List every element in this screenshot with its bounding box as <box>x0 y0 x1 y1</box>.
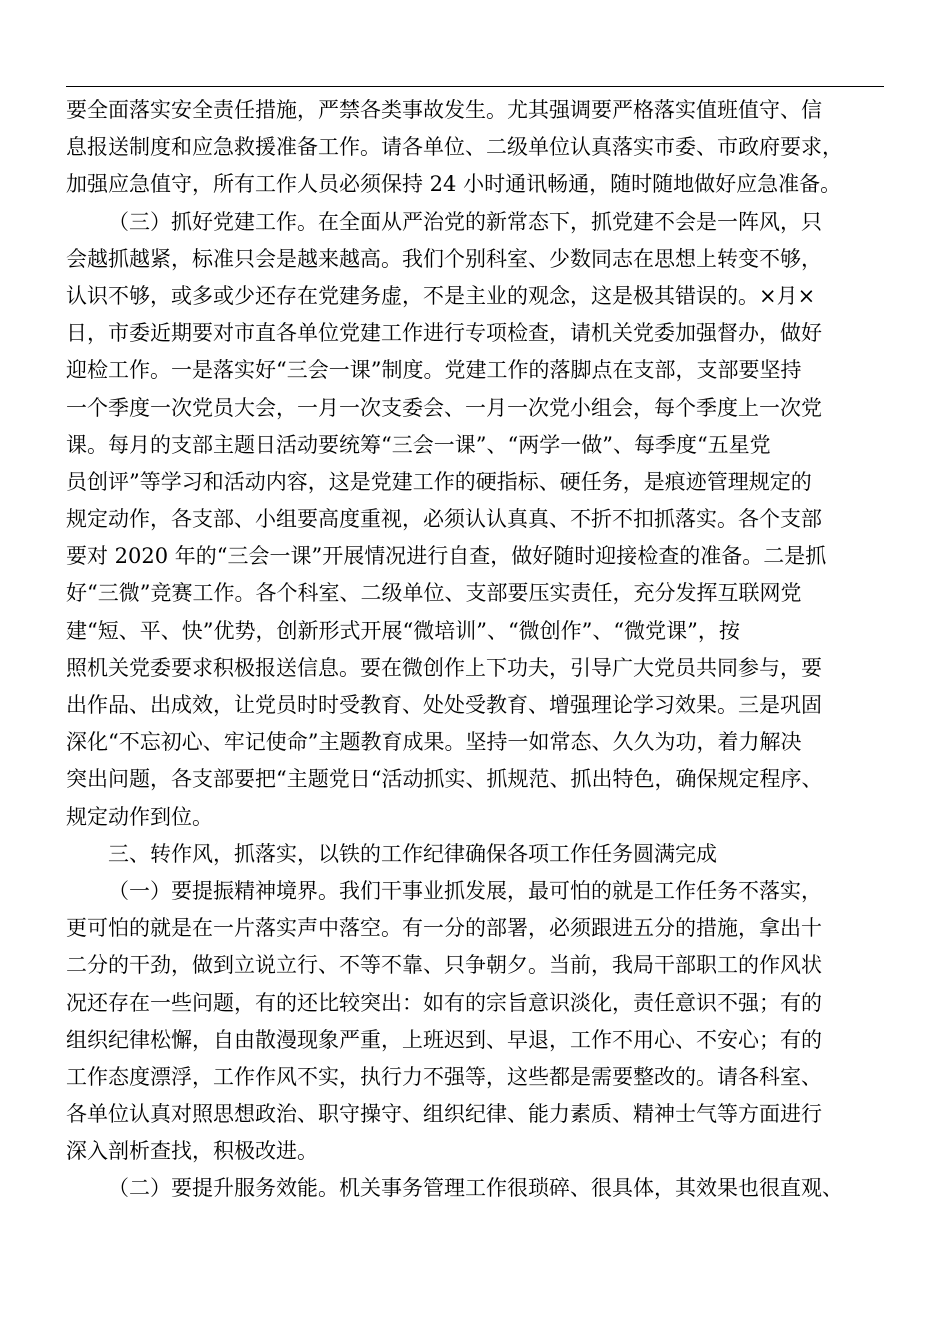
text-line: 二分的干劲，做到立说立行、不等不靠、只争朝夕。当前，我局干部职工的作风状 <box>66 953 822 978</box>
text-line: 各单位认真对照思想政治、职守操守、组织纪律、能力素质、精神士气等方面进行 <box>66 1102 822 1127</box>
paragraph-start-line: （三）抓好党建工作。在全面从严治党的新常态下，抓党建不会是一阵风，只 <box>108 209 822 234</box>
section-heading: 三、转作风，抓落实，以铁的工作纪律确保各项工作任务圆满完成 <box>108 841 717 866</box>
text-line: 好“三微”竞赛工作。各个科室、二级单位、支部要压实责任，充分发挥互联网党 <box>66 581 802 606</box>
paragraph-start-line: （二）要提升服务效能。机关事务管理工作很琐碎、很具体，其效果也很直观、 <box>108 1176 843 1201</box>
text-line: 深入剖析查找，积极改进。 <box>66 1139 318 1164</box>
text-line: 建“短、平、快”优势，创新形式开展“微培训”、“微创作”、“微党课”，按 <box>66 618 740 643</box>
text-line: 会越抓越紧，标准只会是越来越高。我们个别科室、少数同志在思想上转变不够， <box>66 246 822 271</box>
text-line: 工作态度漂浮，工作作风不实，执行力不强等，这些都是需要整改的。请各科室、 <box>66 1064 822 1089</box>
text-line: 深化“不忘初心、牢记使命”主题教育成果。坚持一如常态、久久为功，着力解决 <box>66 730 802 755</box>
text-line: 迎检工作。一是落实好“三会一课”制度。党建工作的落脚点在支部，支部要坚持 <box>66 358 802 383</box>
text-line: 况还存在一些问题，有的还比较突出：如有的宗旨意识淡化，责任意识不强；有的 <box>66 990 822 1015</box>
paragraph-start-line: （一）要提振精神境界。我们干事业抓发展，最可怕的就是工作任务不落实， <box>108 878 822 903</box>
text-line: 一个季度一次党员大会，一月一次支委会、一月一次党小组会，每个季度上一次党 <box>66 395 822 420</box>
text-line: 突出问题，各支部要把“主题党日“活动抓实、抓规范、抓出特色，确保规定程序、 <box>66 767 823 792</box>
text-line: 规定动作到位。 <box>66 804 213 829</box>
document-body <box>66 92 896 1208</box>
text-line: 要对 2020 年的“三会一课”开展情况进行自查，做好随时迎接检查的准备。二是抓 <box>66 544 827 569</box>
text-line: 规定动作，各支部、小组要高度重视，必须认认真真、不折不扣抓落实。各个支部 <box>66 507 822 532</box>
text-line: 要全面落实安全责任措施，严禁各类事故发生。尤其强调要严格落实值班值守、信 <box>66 98 822 122</box>
text-line: 息报送制度和应急救援准备工作。请各单位、二级单位认真落实市委、市政府要求， <box>66 135 843 160</box>
text-line: 组织纪律松懈，自由散漫现象严重，上班迟到、早退，工作不用心、不安心；有的 <box>66 1027 822 1052</box>
text-line: 加强应急值守，所有工作人员必须保持 24 小时通讯畅通，随时随地做好应急准备。 <box>66 172 842 197</box>
text-line: 日，市委近期要对市直各单位党建工作进行专项检查，请机关党委加强督办，做好 <box>66 321 822 346</box>
text-line: 课。每月的支部主题日活动要统筹“三会一课”、“两学一做”、每季度“五星党 <box>66 432 771 457</box>
text-line: 认识不够，或多或少还存在党建务虚，不是主业的观念，这是极其错误的。×月× <box>66 283 816 308</box>
text-line: 照机关党委要求积极报送信息。要在微创作上下功夫，引导广大党员共同参与，要 <box>66 655 822 680</box>
text-line: 更可怕的就是在一片落实声中落空。有一分的部署，必须跟进五分的措施，拿出十 <box>66 916 822 941</box>
text-line: 出作品、出成效，让党员时时受教育、处处受教育、增强理论学习效果。三是巩固 <box>66 693 822 717</box>
text-line: 员创评”等学习和活动内容，这是党建工作的硬指标、硬任务，是痕迹管理规定的 <box>66 469 812 494</box>
header-rule <box>66 86 884 87</box>
